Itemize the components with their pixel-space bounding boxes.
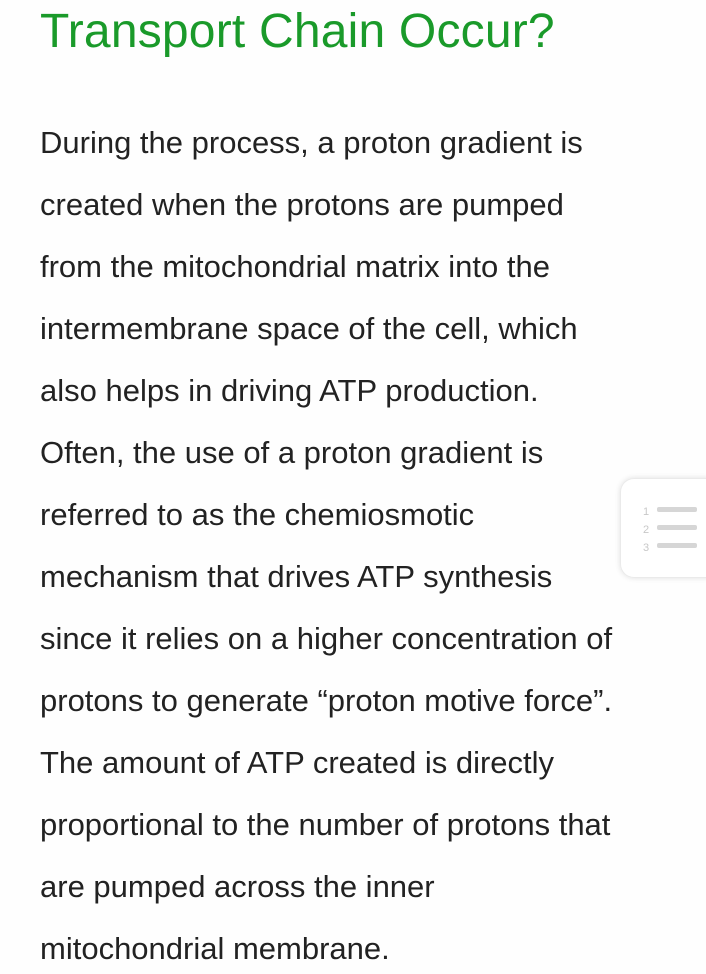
toc-number: 1: [643, 506, 650, 518]
paragraph-line: mechanism that drives ATP synthesis: [40, 559, 553, 594]
paragraph-line: Often, the use of a proton gradient is: [40, 435, 544, 470]
article-paragraph: [40, 112, 700, 974]
paragraph-line: also helps in driving ATP production.: [40, 373, 539, 408]
paragraph-line: from the mitochondrial matrix into the: [40, 249, 550, 284]
paragraph-line: are pumped across the inner: [40, 869, 435, 904]
paragraph-line: since it relies on a higher concentration of: [40, 621, 613, 656]
paragraph-line: The amount of ATP created is directly: [40, 745, 555, 780]
toc-number: 2: [643, 524, 650, 536]
numbered-list-icon: [641, 501, 701, 557]
paragraph-line: proportional to the number of protons that: [40, 807, 611, 842]
paragraph-line: protons to generate “proton motive force”.: [40, 683, 613, 718]
paragraph-line: During the process, a proton gradient is: [40, 125, 583, 160]
paragraph-line: mitochondrial membrane.: [40, 931, 390, 966]
toc-number: 3: [643, 542, 650, 554]
paragraph-line: intermembrane space of the cell, which: [40, 311, 578, 346]
paragraph-line: referred to as the chemiosmotic: [40, 497, 475, 532]
table-of-contents-button[interactable]: [620, 478, 706, 578]
paragraph-line: created when the protons are pumped: [40, 187, 564, 222]
section-heading: Transport Chain Occur?: [40, 5, 555, 58]
